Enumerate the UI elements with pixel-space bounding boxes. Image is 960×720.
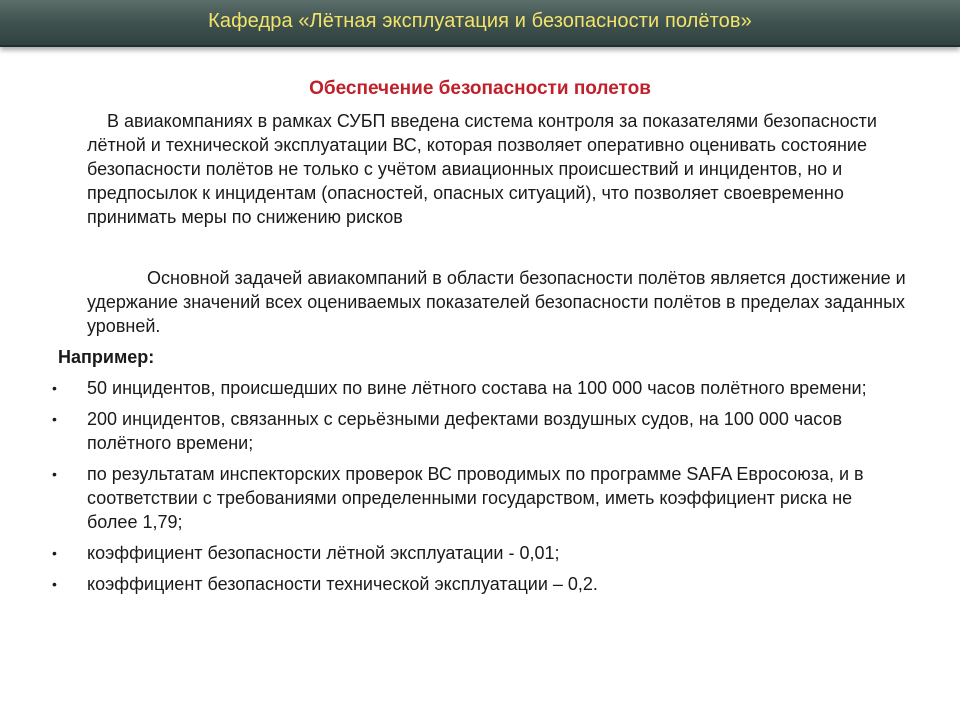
bullet-item [0,541,887,565]
bullet-item [0,407,887,455]
header-bar [0,0,960,47]
bullet-item [0,376,887,400]
bullet-text: коэффициент безопасности технической эксплуатации – 0,2. [87,574,598,594]
bullet-item [0,462,887,534]
bullet-list [0,376,960,603]
bullet-icon: • [52,411,57,427]
bullet-text: коэффициент безопасности лётной эксплуатации - 0,01; [87,543,560,563]
paragraph-intro: В авиакомпаниях в рамках СУБП введена система контроля за показателями безопасности лётной и технической эксплуатации ВС, которая позволяет оперативно оценивать состояние безопасности полётов не только с учётом авиационных происшествий и инцидентов, но и предпосылок к инцидентам (опасностей, опасных ситуаций), что позволяет своевременно принимать меры по снижению рисков [87,111,877,227]
example-heading: Например: [58,347,155,367]
bullet-icon: • [52,576,57,592]
paragraph-main-task: Основной задачей авиакомпаний в области безопасности полётов является достижение и удержание значений всех оцениваемых показателей безопасности полётов в пределах заданных уровней. [87,268,906,336]
bullet-icon: • [52,380,57,396]
bullet-text: 200 инцидентов, связанных с серьёзными дефектами воздушных судов, на 100 000 часов полётного времени; [87,409,843,453]
bullet-icon: • [52,545,57,561]
bullet-icon: • [52,466,57,482]
header-title: Кафедра «Лётная эксплуатация и безопасности полётов» [208,10,752,32]
bullet-text: по результатам инспекторских проверок ВС проводимых по программе SAFA Евросоюза, и в соответствии с требованиями определенными государством, иметь коэффициент риска не более 1,79; [87,464,864,532]
bullet-text: 50 инцидентов, происшедших по вине лётного состава на 100 000 часов полётного времени; [87,378,867,398]
section-title: Обеспечение безопасности полетов [309,78,651,99]
bullet-item [0,572,887,596]
